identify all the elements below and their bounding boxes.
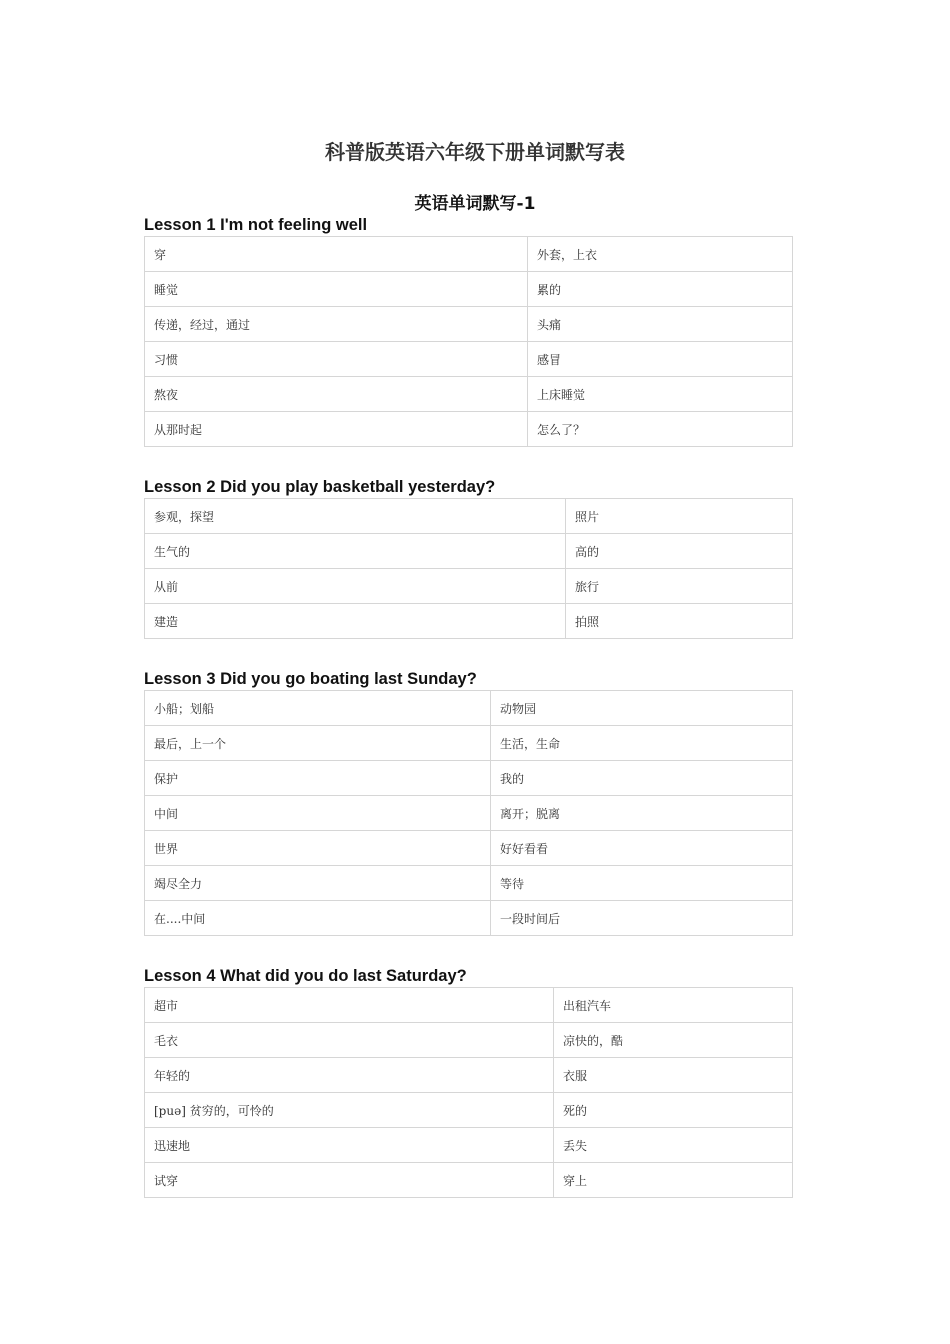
vocab-cell: 高的	[566, 534, 793, 569]
page-title: 科普版英语六年级下册单词默写表	[325, 140, 625, 164]
table-row	[145, 272, 793, 307]
vocab-table	[144, 690, 793, 936]
table-row	[145, 569, 793, 604]
vocab-cell: 怎么了？	[528, 412, 793, 447]
vocab-cell: 在....中间	[145, 901, 491, 936]
vocab-cell: 世界	[145, 831, 491, 866]
table-row	[145, 1163, 793, 1198]
vocab-cell: 衣服	[554, 1058, 793, 1093]
vocab-cell: [puə] 贫穷的，可怜的	[145, 1093, 554, 1128]
lesson-3-section	[144, 668, 792, 936]
vocab-cell: 凉快的，酷	[554, 1023, 793, 1058]
vocab-cell: 生活，生命	[491, 726, 793, 761]
table-row	[145, 796, 793, 831]
table-row	[145, 901, 793, 936]
table-row	[145, 866, 793, 901]
table-row	[145, 1058, 793, 1093]
vocab-cell: 旅行	[566, 569, 793, 604]
vocab-table	[144, 498, 793, 639]
vocab-cell: 参观，探望	[145, 499, 566, 534]
vocab-cell: 竭尽全力	[145, 866, 491, 901]
vocab-cell: 拍照	[566, 604, 793, 639]
vocab-cell: 生气的	[145, 534, 566, 569]
vocab-cell: 习惯	[145, 342, 528, 377]
table-row	[145, 1023, 793, 1058]
table-row	[145, 412, 793, 447]
table-row	[145, 237, 793, 272]
vocab-cell: 感冒	[528, 342, 793, 377]
vocab-cell: 睡觉	[145, 272, 528, 307]
lesson-1-section	[144, 214, 792, 447]
vocab-cell: 外套，上衣	[528, 237, 793, 272]
lesson-title: Lesson 4 What did you do last Saturday?	[144, 967, 467, 985]
vocab-cell: 离开；脱离	[491, 796, 793, 831]
vocab-cell: 累的	[528, 272, 793, 307]
vocab-cell: 保护	[145, 761, 491, 796]
vocab-cell: 年轻的	[145, 1058, 554, 1093]
table-row	[145, 499, 793, 534]
table-row	[145, 831, 793, 866]
table-row	[145, 691, 793, 726]
vocab-cell: 从前	[145, 569, 566, 604]
table-row	[145, 726, 793, 761]
table-row	[145, 604, 793, 639]
vocab-cell: 我的	[491, 761, 793, 796]
table-row	[145, 1128, 793, 1163]
vocab-cell: 传递，经过，通过	[145, 307, 528, 342]
vocab-cell: 一段时间后	[491, 901, 793, 936]
vocab-cell: 毛衣	[145, 1023, 554, 1058]
vocab-cell: 上床睡觉	[528, 377, 793, 412]
lesson-title: Lesson 2 Did you play basketball yesterday?	[144, 478, 496, 496]
vocab-cell: 试穿	[145, 1163, 554, 1198]
section-subtitle: 英语单词默写-1	[414, 194, 536, 214]
vocab-cell: 穿	[145, 237, 528, 272]
table-row	[145, 307, 793, 342]
vocab-table	[144, 987, 793, 1198]
vocab-cell: 从那时起	[145, 412, 528, 447]
table-row	[145, 377, 793, 412]
table-row	[145, 988, 793, 1023]
vocab-cell: 熬夜	[145, 377, 528, 412]
vocab-cell: 中间	[145, 796, 491, 831]
vocab-cell: 死的	[554, 1093, 793, 1128]
vocab-cell: 出租汽车	[554, 988, 793, 1023]
vocab-cell: 头痛	[528, 307, 793, 342]
vocab-cell: 建造	[145, 604, 566, 639]
vocab-cell: 穿上	[554, 1163, 793, 1198]
vocab-cell: 动物园	[491, 691, 793, 726]
lesson-4-section	[144, 965, 792, 1198]
vocab-cell: 超市	[145, 988, 554, 1023]
vocab-cell: 等待	[491, 866, 793, 901]
vocab-cell: 照片	[566, 499, 793, 534]
lesson-title: Lesson 1 I'm not feeling well	[144, 216, 368, 234]
lesson-title: Lesson 3 Did you go boating last Sunday?	[144, 670, 477, 688]
vocab-cell: 最后，上一个	[145, 726, 491, 761]
table-row	[145, 1093, 793, 1128]
table-row	[145, 534, 793, 569]
vocab-cell: 迅速地	[145, 1128, 554, 1163]
table-row	[145, 342, 793, 377]
vocab-cell: 好好看看	[491, 831, 793, 866]
vocab-table	[144, 236, 793, 447]
lesson-2-section	[144, 476, 792, 639]
table-row	[145, 761, 793, 796]
vocab-cell: 丢失	[554, 1128, 793, 1163]
vocab-cell: 小船；划船	[145, 691, 491, 726]
